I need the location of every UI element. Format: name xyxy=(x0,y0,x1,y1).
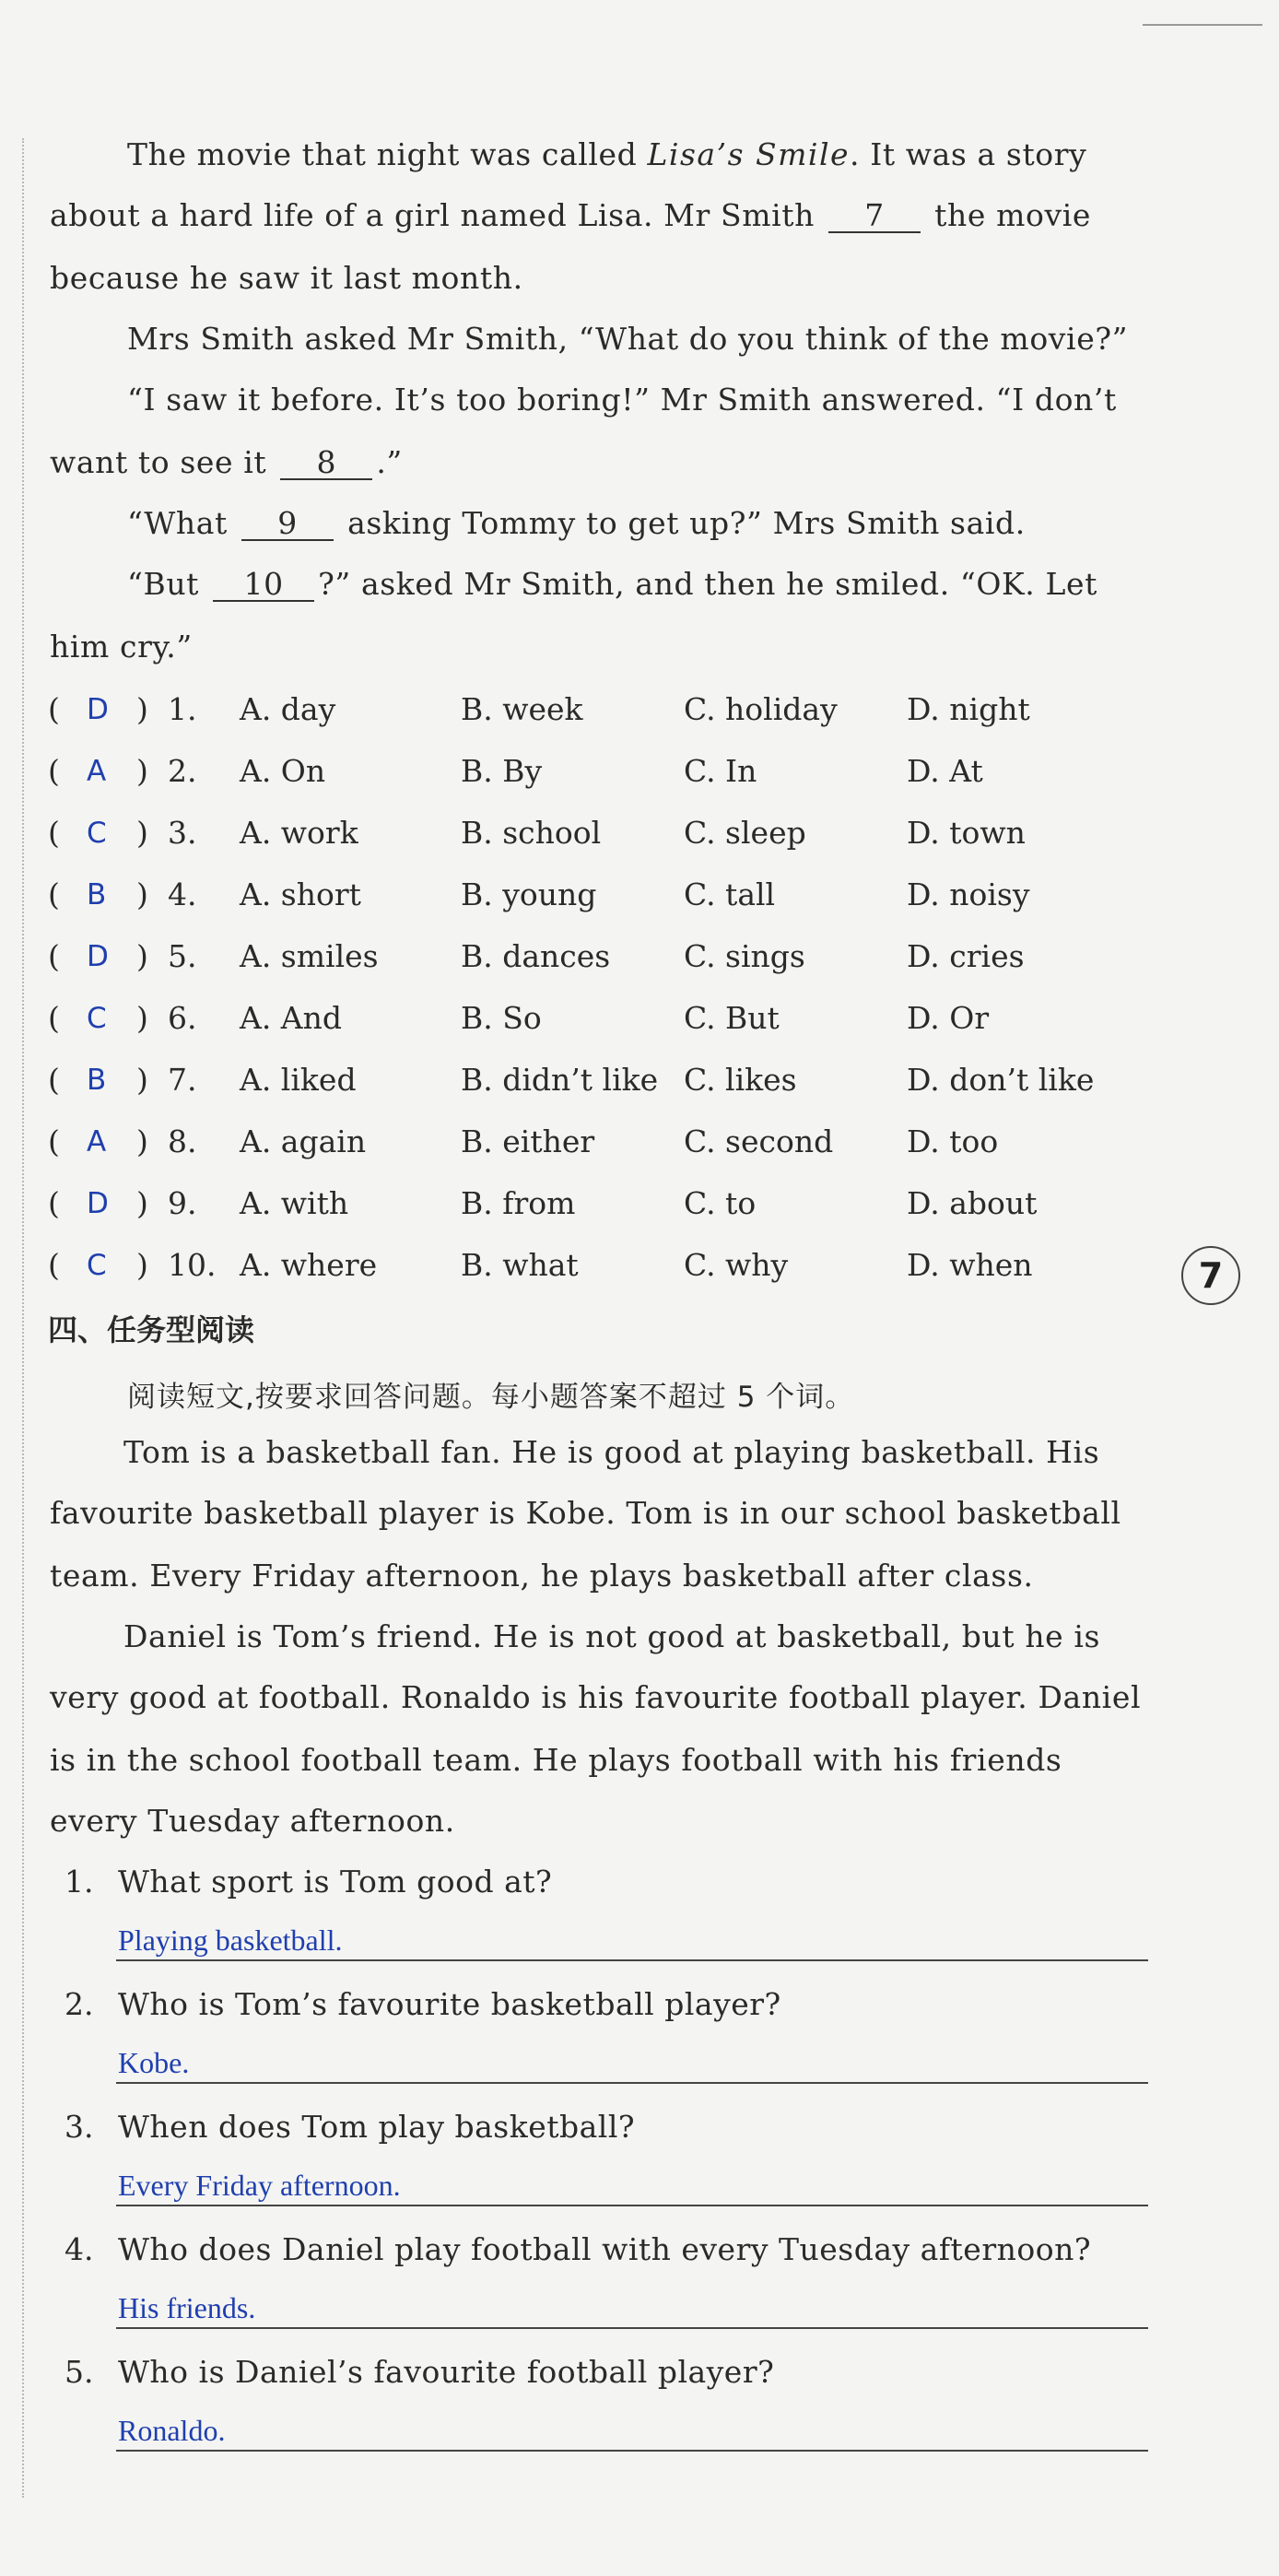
filled-answer: B xyxy=(87,1064,107,1097)
filled-answer: C xyxy=(87,1249,107,1282)
option-d: D. At xyxy=(907,753,983,789)
question-text: Who is Tom’s favourite basketball player? xyxy=(118,1986,781,2022)
paren-open: ( xyxy=(48,1123,60,1159)
paren-close: ) xyxy=(136,876,148,912)
passage-text: ?” asked Mr Smith, and then he smiled. “OK. Let xyxy=(318,566,1097,602)
option-d: D. cries xyxy=(907,938,1025,974)
answer-line xyxy=(116,2327,1148,2329)
choice-row xyxy=(48,691,1154,728)
reading-line: favourite basketball player is Kobe. Tom is in our school basketball xyxy=(50,1495,1121,1531)
top-rule xyxy=(1143,24,1262,26)
question-number: 8. xyxy=(168,1123,197,1159)
question-number: 7. xyxy=(168,1062,197,1098)
paren-open: ( xyxy=(48,1185,60,1221)
written-answer: Playing basketball. xyxy=(118,1923,343,1957)
reading-line: team. Every Friday afternoon, he plays basketball after class. xyxy=(50,1558,1034,1594)
section-title: 四、任务型阅读 xyxy=(48,1312,255,1347)
filled-answer: A xyxy=(87,1125,107,1159)
option-d: D. when xyxy=(907,1247,1033,1283)
filled-answer: C xyxy=(87,1002,107,1035)
option-b: B. didn’t like xyxy=(461,1062,659,1098)
paren-open: ( xyxy=(48,938,60,974)
passage-line-4 xyxy=(127,321,1128,358)
written-answer: His friends. xyxy=(118,2291,256,2324)
choice-row xyxy=(48,1123,1154,1160)
question-number: 4. xyxy=(65,2231,94,2267)
passage-line-5 xyxy=(127,382,1117,418)
written-answer: Every Friday afternoon. xyxy=(118,2169,401,2202)
option-d: D. too xyxy=(907,1123,999,1159)
option-a: A. liked xyxy=(240,1062,357,1098)
passage-text: “But xyxy=(127,566,200,602)
choice-row xyxy=(48,753,1154,790)
paren-close: ) xyxy=(136,1185,148,1221)
paren-close: ) xyxy=(136,815,148,851)
passage-line-1 xyxy=(127,136,1086,173)
paren-open: ( xyxy=(48,876,60,912)
answer-line xyxy=(116,1959,1148,1961)
question-number: 4. xyxy=(168,876,197,912)
option-b: B. young xyxy=(461,876,597,912)
question-number: 9. xyxy=(168,1185,197,1221)
filled-answer: D xyxy=(87,1187,109,1220)
option-b: B. from xyxy=(461,1185,576,1221)
option-a: A. work xyxy=(240,815,358,851)
filled-answer: D xyxy=(87,693,109,726)
paren-close: ) xyxy=(136,1000,148,1036)
reading-line: every Tuesday afternoon. xyxy=(50,1803,455,1839)
passage-line-8 xyxy=(127,566,1097,603)
option-c: C. sings xyxy=(684,938,805,974)
question-text: Who does Daniel play football with every Tuesday afternoon? xyxy=(118,2231,1092,2267)
choice-row xyxy=(48,1000,1154,1037)
option-a: A. with xyxy=(240,1185,349,1221)
passage-text: want to see it xyxy=(50,444,267,480)
passage-line-3 xyxy=(50,260,523,297)
question-number: 6. xyxy=(168,1000,197,1036)
question-text: What sport is Tom good at? xyxy=(118,1864,553,1900)
question-number: 5. xyxy=(65,2354,94,2390)
question-number: 2. xyxy=(168,753,197,789)
paren-close: ) xyxy=(136,691,148,727)
question-number: 2. xyxy=(65,1986,94,2022)
binding-margin-dots xyxy=(22,138,24,2498)
paren-close: ) xyxy=(136,1247,148,1283)
option-c: C. why xyxy=(684,1247,789,1283)
option-d: D. don’t like xyxy=(907,1062,1095,1098)
choice-row xyxy=(48,876,1154,913)
question-text: Who is Daniel’s favourite football player? xyxy=(118,2354,775,2390)
paren-close: ) xyxy=(136,1123,148,1159)
passage-line-2 xyxy=(50,197,1091,234)
option-b: B. By xyxy=(461,753,543,789)
option-d: D. Or xyxy=(907,1000,990,1036)
filled-answer: C xyxy=(87,817,107,850)
page-number-badge: 7 xyxy=(1181,1246,1240,1305)
answer-line xyxy=(116,2082,1148,2084)
paren-open: ( xyxy=(48,815,60,851)
answer-line xyxy=(116,2450,1148,2452)
option-d: D. noisy xyxy=(907,876,1030,912)
passage-text: “What xyxy=(127,505,228,541)
reading-line: Daniel is Tom’s friend. He is not good at basketball, but he is xyxy=(123,1618,1101,1654)
answer-line xyxy=(116,2205,1148,2206)
blank-9: 9 xyxy=(241,508,334,541)
option-c: C. tall xyxy=(684,876,776,912)
paren-open: ( xyxy=(48,691,60,727)
reading-line: Tom is a basketball fan. He is good at playing basketball. His xyxy=(123,1434,1100,1470)
passage-text: The movie that night was called xyxy=(127,136,648,172)
option-d: D. night xyxy=(907,691,1030,727)
question-number: 1. xyxy=(65,1864,94,1900)
option-b: B. dances xyxy=(461,938,611,974)
paren-open: ( xyxy=(48,1247,60,1283)
option-d: D. about xyxy=(907,1185,1038,1221)
blank-7: 7 xyxy=(828,200,921,233)
option-a: A. day xyxy=(240,691,336,727)
reading-line: is in the school football team. He plays football with his friends xyxy=(50,1742,1062,1778)
passage-text: because he saw it last month. xyxy=(50,260,523,296)
paren-open: ( xyxy=(48,1000,60,1036)
choice-row xyxy=(48,1247,1154,1284)
choice-row xyxy=(48,1185,1154,1222)
option-b: B. So xyxy=(461,1000,542,1036)
section-instruction: 阅读短文,按要求回答问题。每小题答案不超过 5 个词。 xyxy=(127,1381,855,1414)
movie-title: Lisa’s Smile xyxy=(647,136,851,172)
question-number: 10. xyxy=(168,1247,217,1283)
option-a: A. smiles xyxy=(240,938,379,974)
question-number: 5. xyxy=(168,938,197,974)
written-answer: Kobe. xyxy=(118,2046,190,2079)
option-c: C. sleep xyxy=(684,815,806,851)
option-d: D. town xyxy=(907,815,1026,851)
passage-text: “I saw it before. It’s too boring!” Mr Smith answered. “I don’t xyxy=(127,382,1117,418)
blank-8: 8 xyxy=(280,447,372,480)
option-c: C. holiday xyxy=(684,691,838,727)
option-c: C. second xyxy=(684,1123,834,1159)
question-text: When does Tom play basketball? xyxy=(118,2109,636,2145)
question-number: 3. xyxy=(65,2109,94,2145)
option-c: C. But xyxy=(684,1000,780,1036)
choice-row xyxy=(48,1062,1154,1099)
option-a: A. And xyxy=(240,1000,343,1036)
question-number: 3. xyxy=(168,815,197,851)
paren-open: ( xyxy=(48,1062,60,1098)
paren-open: ( xyxy=(48,753,60,789)
option-c: C. In xyxy=(684,753,757,789)
passage-line-7 xyxy=(127,505,1026,542)
option-b: B. school xyxy=(461,815,602,851)
passage-text: the movie xyxy=(934,197,1091,233)
option-b: B. either xyxy=(461,1123,595,1159)
passage-text: about a hard life of a girl named Lisa. Mr Smith xyxy=(50,197,815,233)
passage-text: .” xyxy=(376,444,403,480)
passage-text: Mrs Smith asked Mr Smith, “What do you think of the movie?” xyxy=(127,321,1129,357)
paren-close: ) xyxy=(136,753,148,789)
choice-row xyxy=(48,938,1154,975)
choice-row xyxy=(48,815,1154,852)
filled-answer: D xyxy=(87,940,109,973)
option-a: A. short xyxy=(240,876,361,912)
option-c: C. likes xyxy=(684,1062,797,1098)
filled-answer: B xyxy=(87,878,107,912)
option-a: A. where xyxy=(240,1247,378,1283)
passage-text: asking Tommy to get up?” Mrs Smith said. xyxy=(347,505,1026,541)
reading-line: very good at football. Ronaldo is his favourite football player. Daniel xyxy=(50,1679,1142,1715)
option-b: B. what xyxy=(461,1247,579,1283)
passage-text: . It was a story xyxy=(850,136,1087,172)
passage-text: him cry.” xyxy=(50,629,193,665)
blank-10: 10 xyxy=(213,569,314,602)
passage-line-9 xyxy=(50,629,193,665)
option-a: A. On xyxy=(240,753,326,789)
written-answer: Ronaldo. xyxy=(118,2414,226,2447)
option-c: C. to xyxy=(684,1185,757,1221)
question-number: 1. xyxy=(168,691,197,727)
paren-close: ) xyxy=(136,1062,148,1098)
filled-answer: A xyxy=(87,755,107,788)
option-a: A. again xyxy=(240,1123,367,1159)
paren-close: ) xyxy=(136,938,148,974)
option-b: B. week xyxy=(461,691,583,727)
passage-line-6 xyxy=(50,444,403,481)
